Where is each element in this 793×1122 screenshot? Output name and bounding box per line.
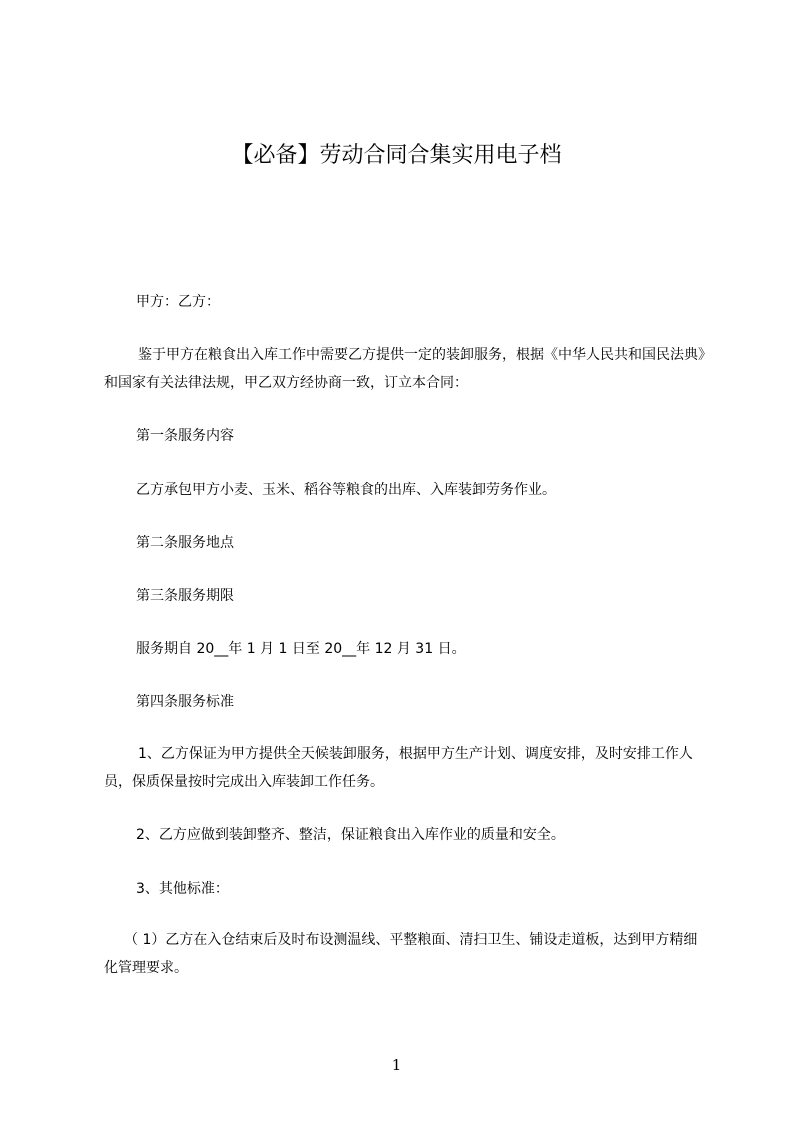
standard-subitem-1: （ 1）乙方在入仓结束后及时布设测温线、平整粮面、清扫卫生、铺设走道板，达到甲方精细化管理要求。 [104, 932, 698, 976]
article-1-content: 乙方承包甲方小麦、玉米、稻谷等粮食的出库、入库装卸劳务作业。 [136, 482, 556, 498]
page-number: 1 [391, 1056, 402, 1074]
parties-line: 甲方：乙方： [136, 294, 220, 310]
document-title: 【必备】劳动合同合集实用电子档 [231, 143, 562, 168]
standard-item-1: 1、乙方保证为甲方提供全天候装卸服务，根据甲方生产计划、调度安排，及时安排工作人员，保质保量按时完成出入库装卸工作任务。 [104, 746, 693, 790]
preamble-paragraph: 鉴于甲方在粮食出入库工作中需要乙方提供一定的装卸服务，根据《中华人民共和国民法典》和国家有关法律法规，甲乙双方经协商一致，订立本合同： [104, 347, 705, 391]
article-3-heading: 第三条服务期限 [136, 588, 234, 604]
standard-item-2: 2、乙方应做到装卸整齐、整洁，保证粮食出入库作业的质量和安全。 [136, 827, 565, 843]
article-1-heading: 第一条服务内容 [136, 428, 234, 444]
article-3-content: 服务期自 20__年 1 月 1 日至 20__年 12 月 31 日。 [136, 641, 466, 657]
article-2-heading: 第二条服务地点 [136, 535, 234, 551]
article-4-heading: 第四条服务标准 [136, 694, 234, 710]
standard-item-3: 3、其他标准： [136, 881, 229, 897]
